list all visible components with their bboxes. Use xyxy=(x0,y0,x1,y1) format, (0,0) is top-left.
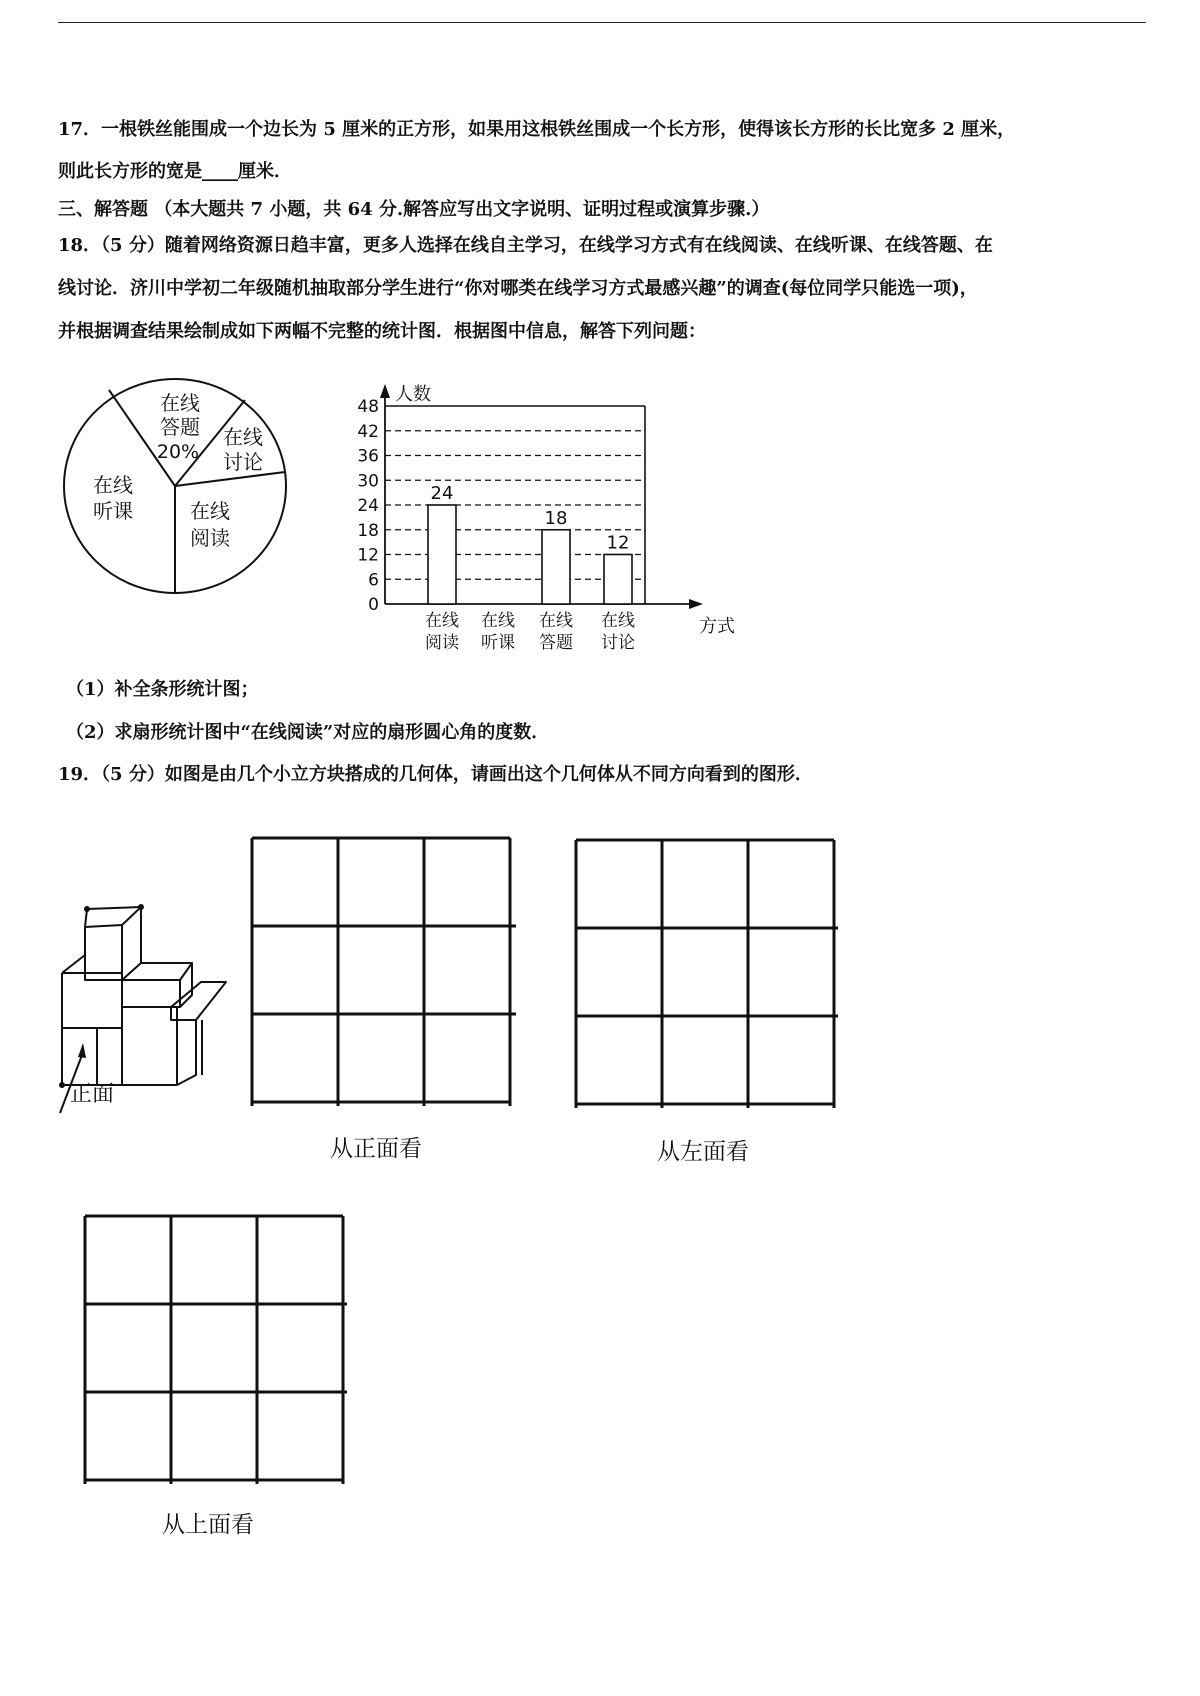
y-axis-arrow xyxy=(380,384,390,398)
pie-label-discuss-2: 讨论 xyxy=(223,450,263,474)
x-axis-title: 方式 xyxy=(699,616,735,637)
y-tick-label: 0 xyxy=(368,595,379,615)
caption-top-view: 从上面看 xyxy=(162,1512,254,1538)
y-tick-label: 42 xyxy=(357,421,379,442)
grid-left-view xyxy=(572,836,844,1112)
q19-line-1: 19．（5 分）如图是由几个小立方块搭成的几何体，请画出这个几何体从不同方向看到的图形． xyxy=(58,764,813,785)
caption-front-view: 从正面看 xyxy=(330,1136,422,1162)
y-axis-title: 人数 xyxy=(395,384,431,405)
q18-line-3: 并根据调查结果绘制成如下两幅不完整的统计图．根据图中信息，解答下列问题： xyxy=(58,321,706,342)
cube-stack-figure xyxy=(52,885,222,1115)
bar xyxy=(542,530,570,604)
x-tick-label: 听课 xyxy=(481,633,515,653)
bar xyxy=(428,505,456,604)
pie-label-listen-1: 在线 xyxy=(93,473,133,497)
bar-data-label: 24 xyxy=(430,483,454,504)
x-tick-label: 讨论 xyxy=(601,633,635,653)
header-rule xyxy=(58,22,1146,23)
front-label: 正面 xyxy=(70,1082,115,1107)
grid-top-view xyxy=(81,1212,353,1488)
x-tick-label: 阅读 xyxy=(425,633,459,653)
section-3-heading: 三、解答题 （本大题共 7 小题，共 64 分.解答应写出文字说明、证明过程或演算步骤.） xyxy=(58,199,770,220)
pie-label-read-2: 阅读 xyxy=(190,526,230,550)
bar-data-label: 18 xyxy=(544,507,568,529)
pie-label-listen-2: 听课 xyxy=(93,499,133,523)
y-tick-label: 18 xyxy=(357,520,379,541)
y-tick-label: 48 xyxy=(357,397,379,417)
pie-label-discuss-1: 在线 xyxy=(223,425,263,449)
q18-sub-1: （1）补全条形统计图； xyxy=(66,679,259,700)
y-tick-label: 6 xyxy=(368,570,379,591)
pie-label-answer-1: 在线 xyxy=(160,391,200,415)
caption-left-view: 从左面看 xyxy=(657,1139,749,1165)
x-tick-label: 在线 xyxy=(601,611,635,631)
x-axis-arrow xyxy=(689,599,703,609)
q18-line-2: 线讨论．济川中学初二年级随机抽取部分学生进行“你对哪类在线学习方式最感兴趣”的调查(每位同学只能选一项)， xyxy=(58,278,978,299)
grid-front-view xyxy=(248,834,520,1110)
pie-label-answer-pct: 20% xyxy=(156,441,200,463)
x-tick-label: 在线 xyxy=(539,611,573,631)
x-tick-label: 在线 xyxy=(481,611,515,631)
y-tick-label: 30 xyxy=(357,471,379,492)
y-tick-label: 12 xyxy=(357,545,379,566)
pie-label-read-1: 在线 xyxy=(190,499,230,523)
bar-data-label: 12 xyxy=(606,532,630,554)
q17-line-1: 17．一根铁丝能围成一个边长为 5 厘米的正方形，如果用这根铁丝围成一个长方形，使得该长方形的长比宽多 2 厘米， xyxy=(58,119,1016,140)
q18-line-1: 18．（5 分）随着网络资源日趋丰富，更多人选择在线自主学习，在线学习方式有在线阅读、在线听课、在线答题、在 xyxy=(58,235,993,256)
bar-chart xyxy=(340,382,735,664)
x-tick-label: 在线 xyxy=(425,611,459,631)
q17-line-2: 则此长方形的宽是____厘米． xyxy=(58,161,292,182)
q18-sub-2: （2）求扇形统计图中“在线阅读”对应的扇形圆心角的度数． xyxy=(66,722,550,743)
y-tick-label: 24 xyxy=(357,496,379,516)
bar xyxy=(604,555,632,605)
y-tick-label: 36 xyxy=(357,446,379,467)
pie-label-answer-2: 答题 xyxy=(160,415,200,439)
x-tick-label: 答题 xyxy=(539,633,573,653)
pie-chart xyxy=(55,370,295,606)
